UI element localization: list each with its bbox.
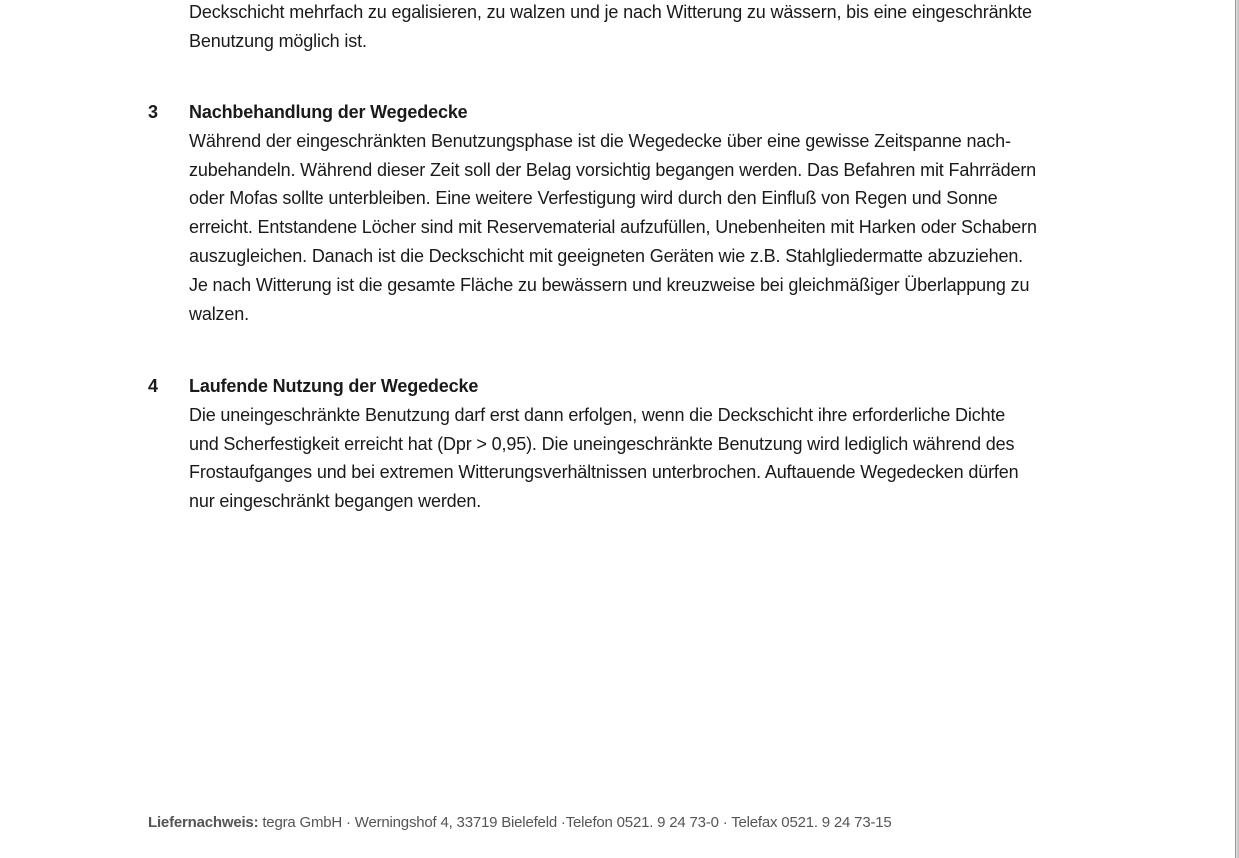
intro-paragraph xyxy=(189,0,1094,56)
section-line: zubehandeln. Während dieser Zeit soll der Belag vorsichtig begangen werden. Das Befahren mit Fahrrädern xyxy=(189,159,1037,180)
section-line: Frostaufganges und bei extremen Witterungsverhältnissen unterbrochen. Auftauende Wegedecken dürfen xyxy=(189,462,1019,483)
section-line: und Scherfestigkeit erreicht hat (Dpr > 0,95). Die uneingeschränkte Benutzung wird lediglich während des xyxy=(189,433,1015,454)
section-line: Je nach Witterung ist die gesamte Fläche zu bewässern und kreuzweise bei gleichmäßiger Überlappung zu xyxy=(189,274,1030,295)
supplier-footer xyxy=(148,812,892,834)
section-line: Die uneingeschränkte Benutzung darf erst dann erfolgen, wenn die Deckschicht ihre erforderliche Dichte xyxy=(189,404,1006,425)
footer-text: tegra GmbH · Werningshof 4, 33719 Bielefeld ·Telefon 0521. 9 24 73-0 · Telefax 0521. 9 24 73-15 xyxy=(258,814,892,831)
section-line: Während der eingeschränkten Benutzungsphase ist die Wegedecke über eine gewisse Zeitspanne nach- xyxy=(189,130,1011,151)
section-number: 4 xyxy=(148,376,159,396)
section-line: erreicht. Entstandene Löcher sind mit Reservematerial aufzufüllen, Unebenheiten mit Harken oder Schabern xyxy=(189,217,1037,238)
section-body xyxy=(189,98,1094,328)
section-title: Laufende Nutzung der Wegedecke xyxy=(189,376,479,396)
intro-line: Benutzung möglich ist. xyxy=(189,30,367,51)
intro-line: Deckschicht mehrfach zu egalisieren, zu walzen und je nach Witterung zu wässern, bis eine eingeschränkte xyxy=(189,2,1032,22)
section-body xyxy=(189,372,1094,516)
section-line: walzen. xyxy=(189,303,249,324)
section-number: 3 xyxy=(148,102,159,122)
section-line: oder Mofas sollte unterbleiben. Eine weitere Verfestigung wird durch den Einfluß von Regen und Sonne xyxy=(189,188,998,209)
section-line: auszugleichen. Danach ist die Deckschicht mit geeigneten Geräten wie z.B. Stahlgliedermatte abzuziehen. xyxy=(189,245,1024,266)
page-right-edge-line xyxy=(1235,0,1236,858)
section-line: nur eingeschränkt begangen werden. xyxy=(189,491,482,512)
footer-label: Liefernachweis: xyxy=(148,814,259,831)
section-title: Nachbehandlung der Wegedecke xyxy=(189,102,468,122)
